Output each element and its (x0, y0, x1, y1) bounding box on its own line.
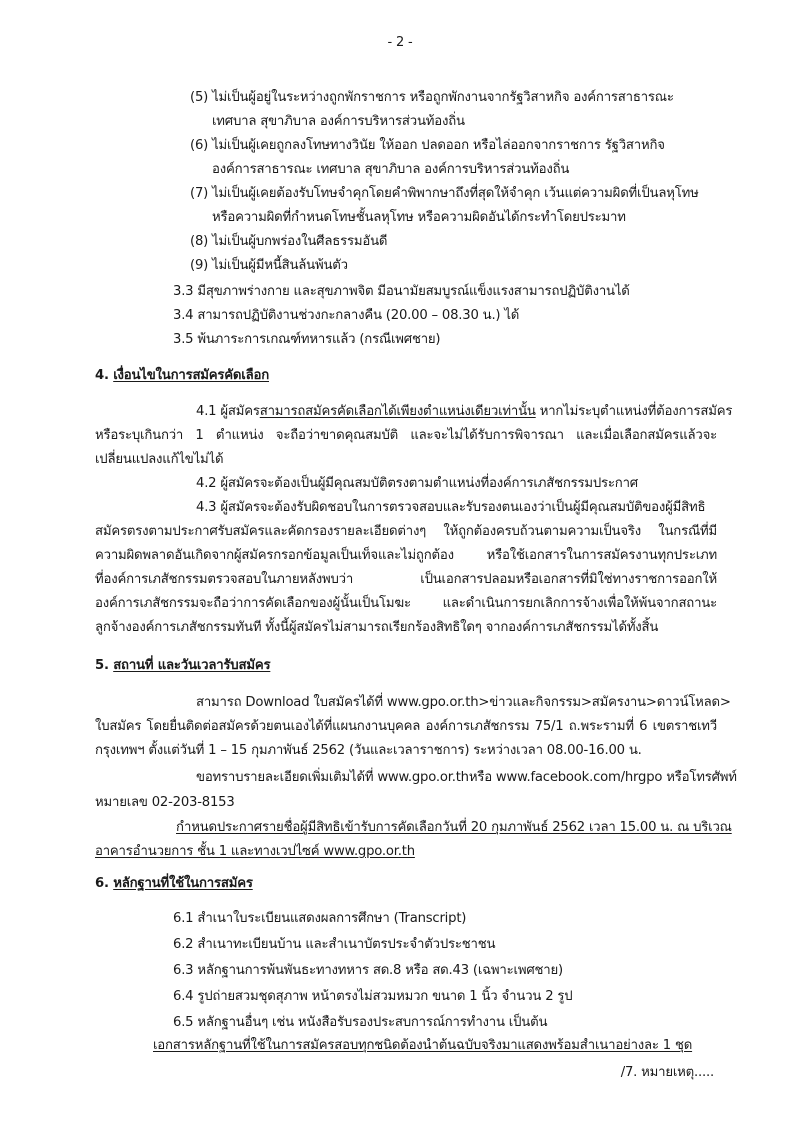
section-number: 4. (95, 368, 109, 383)
qualification-item-5 (190, 88, 674, 108)
document-item-6-1: 6.1 สำเนาใบระเบียนแสดงผลการศึกษา (Transcript) (173, 911, 467, 926)
condition-4-1 (196, 402, 732, 422)
item-number: (7) (190, 186, 209, 201)
item-text: ไม่เป็นผู้มีหนี้สินล้นพ้นตัว (212, 258, 348, 273)
section-number: 6. (95, 876, 109, 891)
item-number: (5) (190, 90, 209, 105)
condition-4-1-line3: เปลี่ยนแปลงแก้ไขไม่ได้ (95, 452, 224, 467)
document-original-note: เอกสารหลักฐานที่ใช้ในการสมัครสอบทุกชนิดต้องนำต้นฉบับจริงมาแสดงพร้อมสำเนาอย่างละ 1 ชุด (153, 1038, 693, 1053)
section-number: 5. (95, 658, 109, 673)
application-download-line1: สามารถ Download ใบสมัครได้ที่ www.gpo.or.th>ข่าวและกิจกรรม>สมัครงาน>ดาวน์โหลด> (196, 695, 731, 710)
condition-lead: 4.1 ผู้สมัคร (196, 404, 260, 419)
condition-4-3-line6: ลูกจ้างองค์การเภสัชกรรมทันที ทั้งนี้ผู้สมัครไม่สามารถเรียกร้องสิทธิใดๆ จากองค์การเภสัชกรรมได้ทั้งสิ้น (95, 620, 659, 635)
document-item-6-2: 6.2 สำเนาทะเบียนบ้าน และสำเนาบัตรประจำตัวประชาชน (173, 937, 496, 952)
qualification-3-3: 3.3 มีสุขภาพร่างกาย และสุขภาพจิต มีอนามัยสมบูรณ์แข็งแรงสามารถปฏิบัติงานได้ (173, 284, 630, 299)
condition-4-3-line2: สมัครตรงตามประกาศรับสมัครและคัดกรองรายละเอียดต่างๆ ให้ถูกต้องครบถ้วนตามความเป็นจริง ในกรณีที่มี (95, 524, 717, 539)
condition-4-3-line3: ความผิดพลาดอันเกิดจากผู้สมัครกรอกข้อมูลเป็นเท็จและไม่ถูกต้อง หรือใช้เอกสารในการสมัครงานทุกประเภท (95, 548, 717, 563)
contact-info-line1: ขอทราบรายละเอียดเพิ่มเติมได้ที่ www.gpo.or.thหรือ www.facebook.com/hrgpo หรือโทรศัพท์ (196, 770, 737, 785)
qualification-item-5-cont: เทศบาล สุขาภิบาล องค์การบริหารส่วนท้องถิ่น (212, 114, 465, 129)
page-number: - 2 - (387, 35, 413, 50)
section-6-heading (95, 874, 253, 894)
application-period: กรุงเทพฯ ตั้งแต่วันที่ 1 – 15 กุมภาพันธ์ 2562 (วันและเวลาราชการ) ระหว่างเวลา 08.00-16.00 น. (95, 743, 642, 758)
section-4-heading (95, 366, 269, 386)
condition-emphasis: สามารถสมัครคัดเลือกได้เพียงตำแหน่งเดียวเท่านั้น (259, 404, 536, 419)
continuation-marker: /7. หมายเหตุ..... (620, 1065, 714, 1080)
qualification-item-8 (190, 232, 387, 252)
qualification-item-6-cont: องค์การสาธารณะ เทศบาล สุขาภิบาล องค์การบริหารส่วนท้องถิ่น (212, 162, 570, 177)
document-item-6-5: 6.5 หลักฐานอื่นๆ เช่น หนังสือรับรองประสบการณ์การทำงาน เป็นต้น (173, 1015, 548, 1030)
item-number: (6) (190, 138, 209, 153)
qualification-item-9 (190, 256, 348, 276)
section-title: เงื่อนไขในการสมัครคัดเลือก (113, 368, 269, 383)
item-text: ไม่เป็นผู้อยู่ในระหว่างถูกพักราชการ หรือถูกพักงานจากรัฐวิสาหกิจ องค์การสาธารณะ (212, 90, 674, 105)
application-download-line2: ใบสมัคร โดยยื่นติดต่อสมัครด้วยตนเองได้ที่แผนกงานบุคคล องค์การเภสัชกรรม 75/1 ถ.พระรามที่ 6 เขตราชเทวี (95, 719, 717, 734)
qualification-item-7-cont: หรือความผิดที่กำหนดโทษชั้นลหุโทษ หรือความผิดอันได้กระทำโดยประมาท (212, 210, 626, 225)
qualification-3-5: 3.5 พ้นภาระการเกณฑ์ทหารแล้ว (กรณีเพศชาย) (173, 332, 441, 347)
qualification-item-6 (190, 136, 665, 156)
condition-4-2: 4.2 ผู้สมัครจะต้องเป็นผู้มีคุณสมบัติตรงตามตำแหน่งที่องค์การเภสัชกรรมประกาศ (196, 476, 638, 491)
condition-4-1-line2: หรือระบุเกินกว่า 1 ตำแหน่ง จะถือว่าขาดคุณสมบัติ และจะไม่ได้รับการพิจารณา และเมื่อเลือกสมัครแล้วจะ (95, 428, 717, 443)
contact-phone: หมายเลข 02-203-8153 (95, 795, 235, 810)
condition-4-3-line5: องค์การเภสัชกรรมจะถือว่าการคัดเลือกของผู้นั้นเป็นโมฆะ และดำเนินการยกเลิกการจ้างเพื่อให้พ้นจากสถานะ (95, 596, 717, 611)
announcement-date-line1: กำหนดประกาศรายชื่อผู้มีสิทธิเข้ารับการคัดเลือกวันที่ 20 กุมภาพันธ์ 2562 เวลา 15.00 น. ณ บริเวณ (176, 820, 732, 835)
item-number: (8) (190, 234, 209, 249)
section-5-heading (95, 656, 270, 676)
section-title: สถานที่ และวันเวลารับสมัคร (113, 658, 271, 673)
document-item-6-4: 6.4 รูปถ่ายสวมชุดสุภาพ หน้าตรงไม่สวมหมวก ขนาด 1 นิ้ว จำนวน 2 รูป (173, 989, 573, 1004)
item-text: ไม่เป็นผู้เคยต้องรับโทษจำคุกโดยคำพิพากษาถึงที่สุดให้จำคุก เว้นแต่ความผิดที่เป็นลหุโทษ (212, 186, 699, 201)
document-item-6-3: 6.3 หลักฐานการพ้นพันธะทางทหาร สด.8 หรือ สด.43 (เฉพาะเพศชาย) (173, 963, 563, 978)
section-title: หลักฐานที่ใช้ในการสมัคร (113, 876, 253, 891)
condition-4-3-line1: 4.3 ผู้สมัครจะต้องรับผิดชอบในการตรวจสอบและรับรองตนเองว่าเป็นผู้มีคุณสมบัติของผู้มีสิทธิ (196, 500, 706, 515)
qualification-3-4: 3.4 สามารถปฏิบัติงานช่วงกะกลางคืน (20.00 – 08.30 น.) ได้ (173, 308, 520, 323)
item-number: (9) (190, 258, 209, 273)
condition-rest: หากไม่ระบุตำแหน่งที่ต้องการสมัคร (535, 404, 733, 419)
condition-4-3-line4: ที่องค์การเภสัชกรรมตรวจสอบในภายหลังพบว่า เป็นเอกสารปลอมหรือเอกสารที่มิใช่ทางราชการออกให้ (95, 572, 717, 587)
item-text: ไม่เป็นผู้เคยถูกลงโทษทางวินัย ให้ออก ปลดออก หรือไล่ออกจากราชการ รัฐวิสาหกิจ (212, 138, 665, 153)
item-text: ไม่เป็นผู้บกพร่องในศีลธรรมอันดี (212, 234, 388, 249)
qualification-item-7 (190, 184, 699, 204)
announcement-date-line2: อาคารอำนวยการ ชั้น 1 และทางเวปไซค์ www.gpo.or.th (95, 844, 415, 859)
